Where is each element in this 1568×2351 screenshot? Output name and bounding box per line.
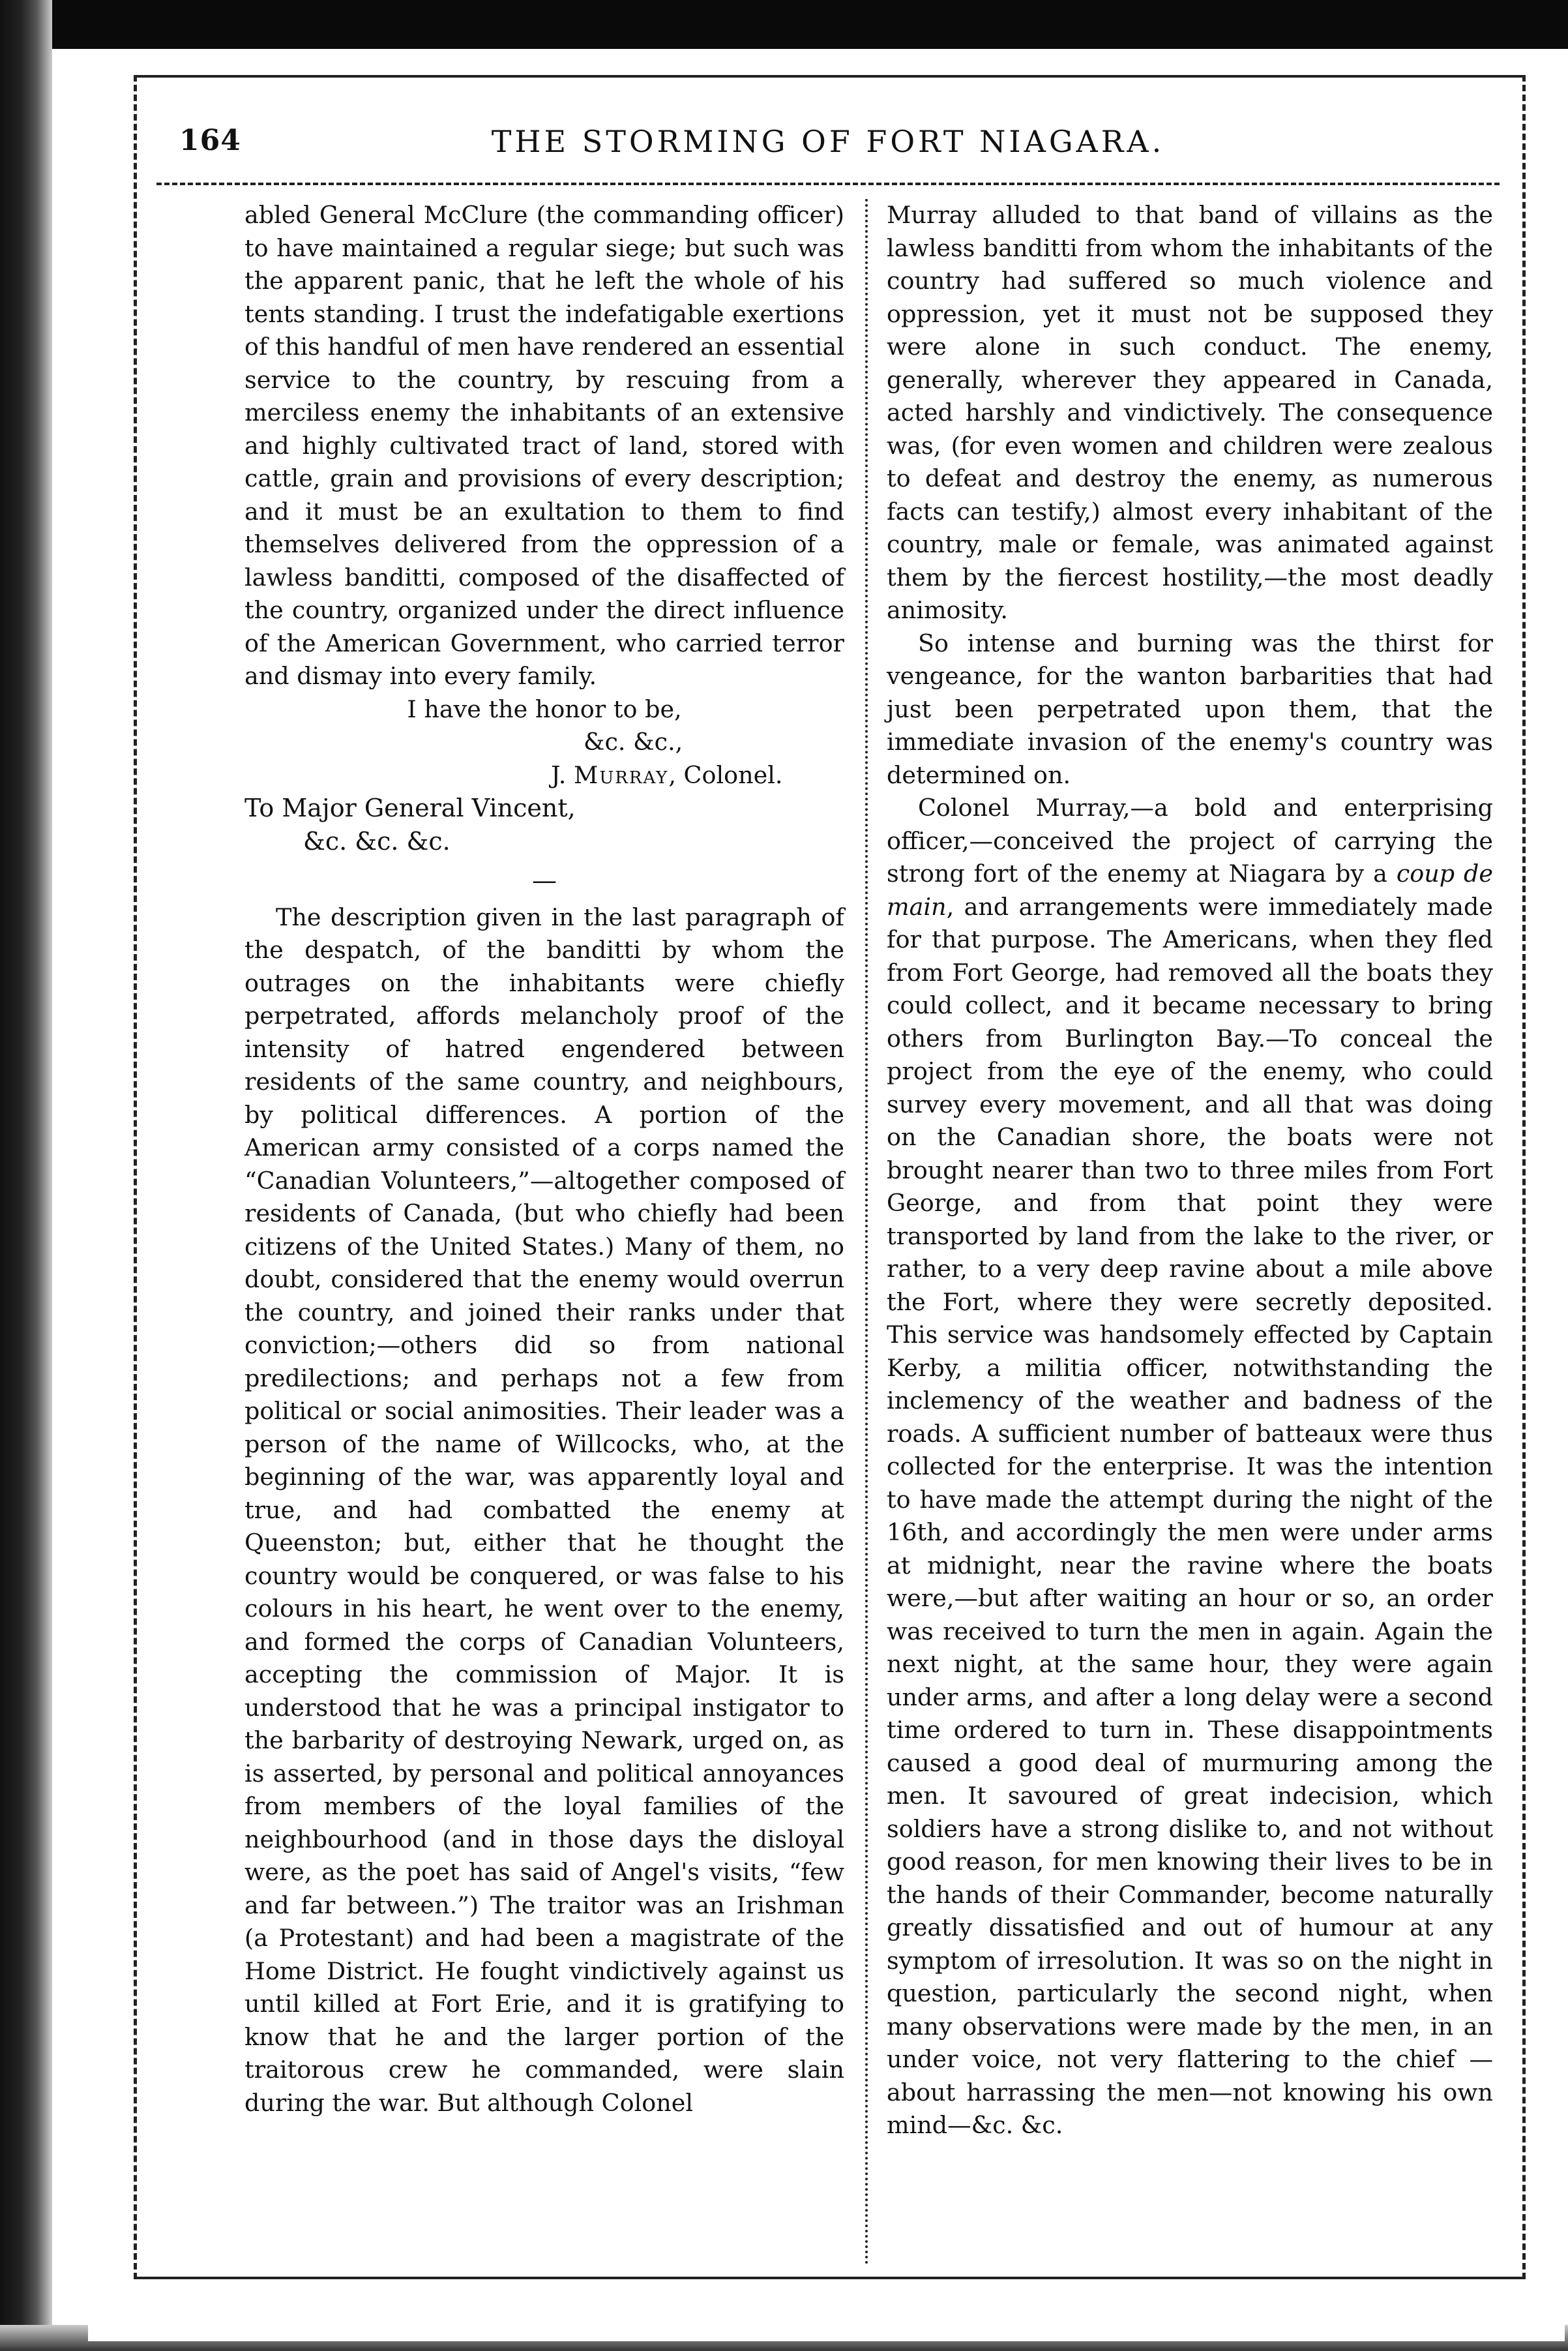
signature-rank: , Colonel.	[668, 760, 783, 789]
commentary-paragraph: The description given in the last paragraph of the despatch, of the banditti by whom the outrages on the inhabitants were chiefly perpetrated, affords melancholy proof of the intensity of hatred engendered between residents of the same country, and neighbours, by political differences. A portion of the American army consisted of a corps named the “Canadian Volunteers,”—altogether composed of residents of Canada, (but who chiefly had been citizens of the United States.) Many of them, no doubt, considered that the enemy would overrun the country, and joined their ranks under that conviction;—others did so from national predilections; and perhaps not a few from political or social animosities. Their leader was a person of the name of Willcocks, who, at the beginning of the war, was apparently loyal and true, and had combatted the enemy at Queenston; but, either that he thought the country would be conquered, or was false to his colours in his heart, he went over to the enemy, and formed the corps of Canadian Volunteers, accepting the commission of Major. It is understood that he was a principal instigator to the barbarity of destroying Newark, urged on, as is asserted, by personal and political annoyances from members of the loyal families of the neighbourhood (and in those days the disloyal were, as the poet has said of Angel's visits, “few and far between.”) The traitor was an Irishman (a Protestant) and had been a magistrate of the Home District. He fought vindictively against us until killed at Fort Erie, and it is gratifying to know that he and the larger portion of the traitorous crew he commanded, were slain during the war. But although Colonel	[244, 903, 844, 2117]
book-page	[88, 55, 1565, 2341]
vengeance-paragraph: So intense and burning was the thirst for vengeance, for the wanton barbarities that had just been perpetrated upon them, that the immediate invasion of the enemy's country was determined on.	[887, 629, 1493, 789]
letter-closing-etc: &c. &c.,	[584, 728, 683, 756]
right-column	[887, 199, 1493, 2142]
page-header	[156, 111, 1500, 170]
column-divider	[865, 199, 868, 2266]
letter-paragraph: abled General McClure (the commanding officer) to have maintained a regular siege; but such was the apparent panic, that he left the whole of his tents standing. I trust the indefatigable exertions of this handful of men have rendered an essential service to the country, by rescuing from a merciless enemy the inhabitants of an extensive and highly cultivated tract of land, stored with cattle, grain and provisions of every description; and it must be an exultation to them to find themselves delivered from the oppression of a lawless banditti, composed of the disaffected of the country, organized under the direct influence of the American Government, who carried terror and dismay into every family.	[244, 201, 844, 690]
page-number: 164	[179, 124, 241, 157]
signature-name: Murray	[574, 760, 669, 789]
letter-closing: I have the honor to be,	[407, 695, 682, 723]
letter-signature	[244, 759, 844, 792]
header-rule	[156, 183, 1500, 185]
plan-italic-phrase: coup de main	[887, 860, 1494, 921]
scan-top-edge	[0, 0, 1568, 49]
signature-initial: J.	[551, 760, 574, 789]
continuation-paragraph: Murray alluded to that band of villains as the lawless banditti from whom the inhabitants of the country had suffered so much violence and oppression, yet it must not be supposed they were alone in such conduct. The enemy, generally, wherever they appeared in Canada, acted harshly and vindictively. The consequence was, (for even women and children were zealous to defeat and destroy the enemy, as numerous facts can testify,) almost every inhabitant of the country, male or female, was animated against them by the fiercest hostility,—the most deadly animosity.	[887, 201, 1493, 624]
running-title: THE STORMING OF FORT NIAGARA.	[491, 124, 1165, 159]
plan-text-start: Colonel Murray,—a bold and enterprising officer,—conceived the project of carrying the strong fort of the enemy at Niagara by a	[887, 794, 1493, 888]
plan-text-rest: , and arrangements were immediately made for that purpose. The Americans, when they fled from Fort George, had removed all the boats they could collect, and it became necessary to bring others from Burlington Bay.—To conceal the project from the eye of the enemy, who could survey every movement, and all that was doing on the Canadian shore, the boats were not brought nearer than two to three miles from Fort George, and from that point they were transported by land from the lake to the river, or rather, to a very deep ravine about a mile above the Fort, where they were secretly deposited. This service was handsomely effected by Captain Kerby, a militia officer, notwithstanding the inclemency of the weather and badness of the roads. A sufficient number of batteaux were thus collected for the enterprise. It was the intention to have made the attempt during the night of the 16th, and accordingly the men were under arms at midnight, near the ravine where the boats were,—but after waiting an hour or so, an order was received to turn the men in again. Again the next night, at the same hour, they were again under arms, and after a long delay were a second time ordered to turn in. These disappointments caused a good deal of murmuring among the men. It savoured of great indecision, which soldiers have a strong dislike to, and not without good reason, for men knowing their lives to be in the hands of their Commander, become naturally greatly dissatisfied and out of humour at any symptom of irresolution. It was so on the night in question, particularly the second night, when many observations were made by the men, in an under voice, not very flattering to the chief —about harrassing the men—not knowing his own mind—&c. &c.	[887, 892, 1493, 2139]
plan-paragraph	[887, 792, 1493, 2142]
section-separator: —	[532, 866, 557, 895]
letter-addressee: To Major General Vincent,	[244, 794, 576, 822]
scan-binding-shadow	[0, 0, 52, 2351]
left-column	[244, 199, 844, 2119]
letter-addressee-etc: &c. &c. &c.	[303, 826, 451, 856]
